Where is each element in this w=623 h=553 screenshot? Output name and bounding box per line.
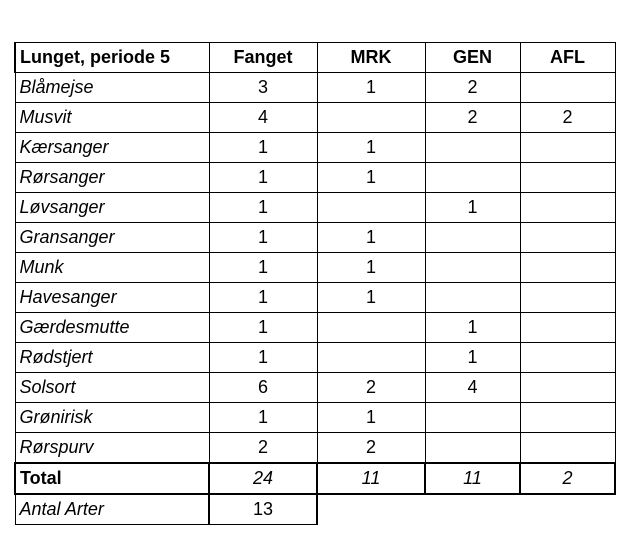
header-gen: GEN [425, 43, 520, 73]
count-cell-mrk: 1 [317, 403, 425, 433]
empty-cell [425, 494, 520, 525]
count-cell-mrk: 1 [317, 73, 425, 103]
count-cell-fanget: 1 [209, 133, 317, 163]
count-cell-gen [425, 403, 520, 433]
total-label: Total [15, 463, 209, 494]
count-cell-afl [520, 313, 615, 343]
table-row [15, 433, 615, 464]
count-cell-gen: 4 [425, 373, 520, 403]
total-afl: 2 [520, 463, 615, 494]
count-cell-fanget: 2 [209, 433, 317, 464]
species-count-label: Antal Arter [15, 494, 209, 525]
count-cell-fanget: 1 [209, 313, 317, 343]
count-cell-afl [520, 163, 615, 193]
total-mrk: 11 [317, 463, 425, 494]
count-cell-fanget: 1 [209, 223, 317, 253]
count-cell-mrk [317, 313, 425, 343]
species-name-cell: Musvit [15, 103, 209, 133]
count-cell-afl [520, 223, 615, 253]
species-name-cell: Kærsanger [15, 133, 209, 163]
count-cell-gen [425, 433, 520, 464]
count-cell-afl [520, 193, 615, 223]
count-cell-gen: 1 [425, 343, 520, 373]
species-name-cell: Solsort [15, 373, 209, 403]
count-cell-gen: 1 [425, 313, 520, 343]
header-location-period: Lunget, periode 5 [15, 43, 209, 73]
count-cell-mrk: 1 [317, 283, 425, 313]
count-cell-afl: 2 [520, 103, 615, 133]
count-cell-gen: 1 [425, 193, 520, 223]
count-cell-gen [425, 253, 520, 283]
total-fanget: 24 [209, 463, 317, 494]
count-cell-fanget: 1 [209, 253, 317, 283]
count-cell-fanget: 1 [209, 193, 317, 223]
count-cell-mrk [317, 103, 425, 133]
table-row [15, 103, 615, 133]
count-cell-mrk [317, 343, 425, 373]
total-row [15, 463, 615, 494]
count-cell-mrk: 1 [317, 253, 425, 283]
count-cell-gen: 2 [425, 73, 520, 103]
species-name-cell: Rørsanger [15, 163, 209, 193]
table-row [15, 403, 615, 433]
header-fanget: Fanget [209, 43, 317, 73]
count-cell-mrk: 2 [317, 433, 425, 464]
count-cell-afl [520, 73, 615, 103]
table-row [15, 223, 615, 253]
count-cell-afl [520, 253, 615, 283]
species-rows [15, 73, 615, 464]
header-mrk: MRK [317, 43, 425, 73]
table-row [15, 313, 615, 343]
table-row [15, 253, 615, 283]
header-afl: AFL [520, 43, 615, 73]
count-cell-afl [520, 433, 615, 464]
count-cell-mrk [317, 193, 425, 223]
count-cell-afl [520, 283, 615, 313]
count-cell-fanget: 6 [209, 373, 317, 403]
count-cell-mrk: 1 [317, 133, 425, 163]
species-count-row [15, 494, 615, 525]
count-cell-fanget: 1 [209, 403, 317, 433]
species-name-cell: Blåmejse [15, 73, 209, 103]
table-row [15, 193, 615, 223]
species-name-cell: Gransanger [15, 223, 209, 253]
species-name-cell: Munk [15, 253, 209, 283]
count-cell-fanget: 1 [209, 343, 317, 373]
count-cell-fanget: 1 [209, 283, 317, 313]
count-cell-afl [520, 403, 615, 433]
empty-cell [520, 494, 615, 525]
count-cell-gen [425, 223, 520, 253]
ringing-results-table [14, 42, 616, 525]
count-cell-afl [520, 343, 615, 373]
species-name-cell: Havesanger [15, 283, 209, 313]
table-row [15, 133, 615, 163]
empty-cell [317, 494, 425, 525]
species-name-cell: Rødstjert [15, 343, 209, 373]
count-cell-mrk: 1 [317, 223, 425, 253]
count-cell-gen: 2 [425, 103, 520, 133]
species-name-cell: Rørspurv [15, 433, 209, 464]
total-gen: 11 [425, 463, 520, 494]
species-name-cell: Gærdesmutte [15, 313, 209, 343]
count-cell-fanget: 3 [209, 73, 317, 103]
count-cell-gen [425, 133, 520, 163]
species-name-cell: Løvsanger [15, 193, 209, 223]
table-row [15, 373, 615, 403]
count-cell-mrk: 2 [317, 373, 425, 403]
table-row [15, 163, 615, 193]
count-cell-gen [425, 163, 520, 193]
table-row [15, 343, 615, 373]
count-cell-afl [520, 373, 615, 403]
count-cell-fanget: 1 [209, 163, 317, 193]
table-row [15, 283, 615, 313]
count-cell-mrk: 1 [317, 163, 425, 193]
table-row [15, 73, 615, 103]
count-cell-fanget: 4 [209, 103, 317, 133]
species-name-cell: Grønirisk [15, 403, 209, 433]
header-row [15, 43, 615, 73]
species-count-value: 13 [209, 494, 317, 525]
count-cell-gen [425, 283, 520, 313]
count-cell-afl [520, 133, 615, 163]
